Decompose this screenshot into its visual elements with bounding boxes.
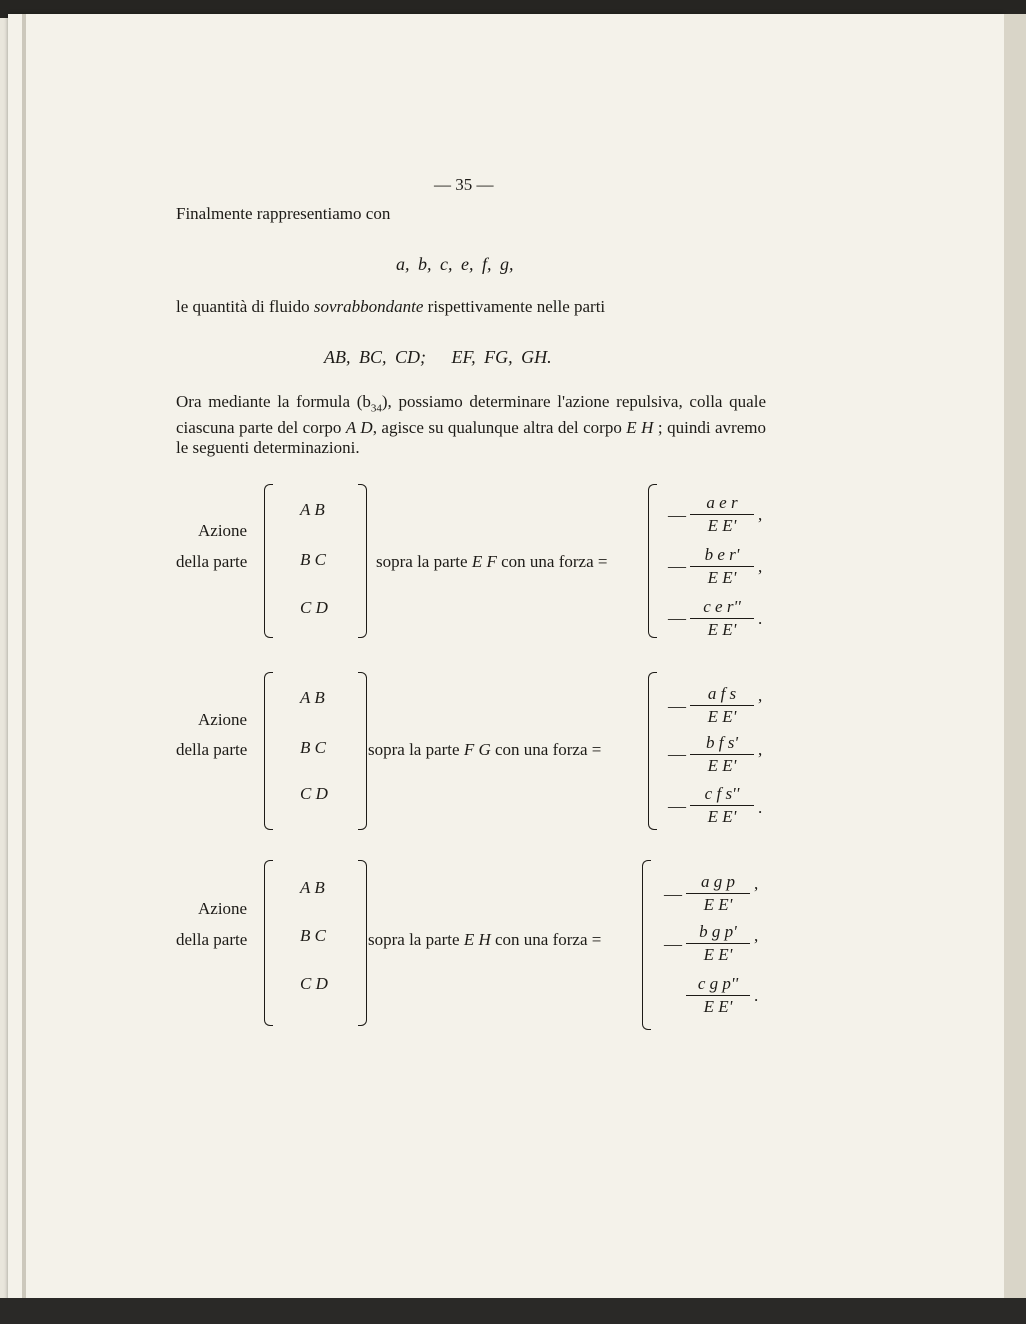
della-parte-label: della parte [176,930,248,949]
part-ab: A B [300,688,325,707]
force-fraction [690,493,754,536]
quantities-pre: le quantità di fluido [176,297,310,316]
force-numerator: c g p'' [697,974,739,993]
right-brace [358,860,367,1026]
parts-line: AB, BC, CD; EF, FG, GH. [324,347,552,367]
part-bc: B C [300,550,326,569]
force-punct: , [754,874,759,893]
left-brace [264,672,273,830]
force-fraction [686,974,750,1017]
fraction-bar [690,566,754,567]
force-punct: . [758,798,763,817]
minus-sign: — [668,744,686,764]
page-edge-right [1004,14,1026,1304]
sopra-pre: sopra la parte [368,930,460,949]
minus-sign: — [664,884,682,904]
force-numerator: b g p' [699,922,737,941]
fraction-bar [686,943,750,944]
fraction-bar [686,893,750,894]
della-parte-label: della parte [176,552,248,571]
force-numerator: a f s [707,684,737,703]
azione-label: Azione [198,521,248,540]
fraction-bar [690,705,754,706]
part-bc: B C [300,738,326,757]
force-denominator: E E' [703,895,733,914]
part-cd: C D [300,598,328,617]
sopra-line [376,552,607,572]
equals-sign: = [591,930,602,949]
force-fraction [690,684,754,727]
para-post: ; quindi avremo le seguenti determinazioni. [176,418,766,458]
force-fraction [690,784,754,827]
force-numerator: b f s' [706,733,738,752]
part-ab: A B [300,878,325,897]
para-pre: Ora mediante la formula (b [176,392,371,411]
right-brace [358,672,367,830]
book-page [8,14,1004,1304]
force-fraction [690,733,754,776]
force-punct: , [758,686,763,705]
sopra-post: con una forza [501,552,594,571]
force-numerator: c f s'' [704,784,740,803]
page-edge-left [22,14,26,1304]
fraction-bar [686,995,750,996]
para-mid1: ), possiamo determinare l'azione repulsiva, colla quale ciascuna parte del corpo [176,392,766,438]
target-part: F G [463,740,491,759]
della-parte-label: della parte [176,740,248,759]
sopra-line [368,930,601,950]
minus-sign: — [668,505,686,525]
force-denominator: E E' [707,620,737,639]
force-punct: , [754,926,759,945]
equals-sign: = [597,552,608,571]
page-number: — 35 — [434,175,494,194]
force-denominator: E E' [707,568,737,587]
part-ab: A B [300,500,325,519]
quantities-line [176,297,605,317]
scan-border-bottom [0,1298,1026,1324]
azione-label: Azione [198,899,248,918]
force-fraction [686,872,750,915]
force-numerator: a g p [701,872,735,891]
force-fraction [686,922,750,965]
fraction-bar [690,805,754,806]
quantities-post: rispettivamente nelle parti [427,297,606,316]
force-punct: . [758,609,763,628]
minus-sign: — [668,796,686,816]
force-numerator: b e r' [704,545,740,564]
right-brace [358,484,367,638]
target-part: E F [471,552,497,571]
force-punct: , [758,557,763,576]
target-part: E H [463,930,491,949]
minus-sign: — [668,608,686,628]
force-numerator: a e r [706,493,738,512]
force-denominator: E E' [707,807,737,826]
force-denominator: E E' [707,707,737,726]
minus-sign: — [664,934,682,954]
sopra-post: con una forza [495,930,588,949]
force-brace [648,484,657,638]
force-denominator: E E' [703,997,733,1016]
fraction-bar [690,514,754,515]
para-ad: A D [345,418,373,438]
azione-label: Azione [198,710,248,729]
force-denominator: E E' [707,756,737,775]
force-punct: , [758,505,763,524]
left-brace [264,860,273,1026]
part-cd: C D [300,974,328,993]
quantities-italic: sovrabbondante [313,297,424,316]
part-cd: C D [300,784,328,803]
force-fraction [690,597,754,640]
force-punct: . [754,986,759,1005]
fraction-bar [690,754,754,755]
minus-sign: — [668,556,686,576]
sopra-pre: sopra la parte [368,740,460,759]
equals-sign: = [591,740,602,759]
sopra-line [368,740,601,760]
force-denominator: E E' [703,945,733,964]
main-paragraph [176,392,766,458]
force-brace [642,860,651,1030]
sopra-pre: sopra la parte [376,552,468,571]
minus-sign: — [668,696,686,716]
intro-line: Finalmente rappresentiamo con [176,204,391,223]
para-eh: E H [626,418,654,438]
para-sub: 34 [370,402,382,415]
force-denominator: E E' [707,516,737,535]
part-bc: B C [300,926,326,945]
force-numerator: c e r'' [703,597,741,616]
left-brace [264,484,273,638]
force-punct: , [758,740,763,759]
para-mid2: , agisce su qualunque altra del corpo [372,418,622,438]
fraction-bar [690,618,754,619]
sopra-post: con una forza [495,740,588,759]
symbols-line: a, b, c, e, f, g, [396,254,514,274]
force-fraction [690,545,754,588]
force-brace [648,672,657,830]
